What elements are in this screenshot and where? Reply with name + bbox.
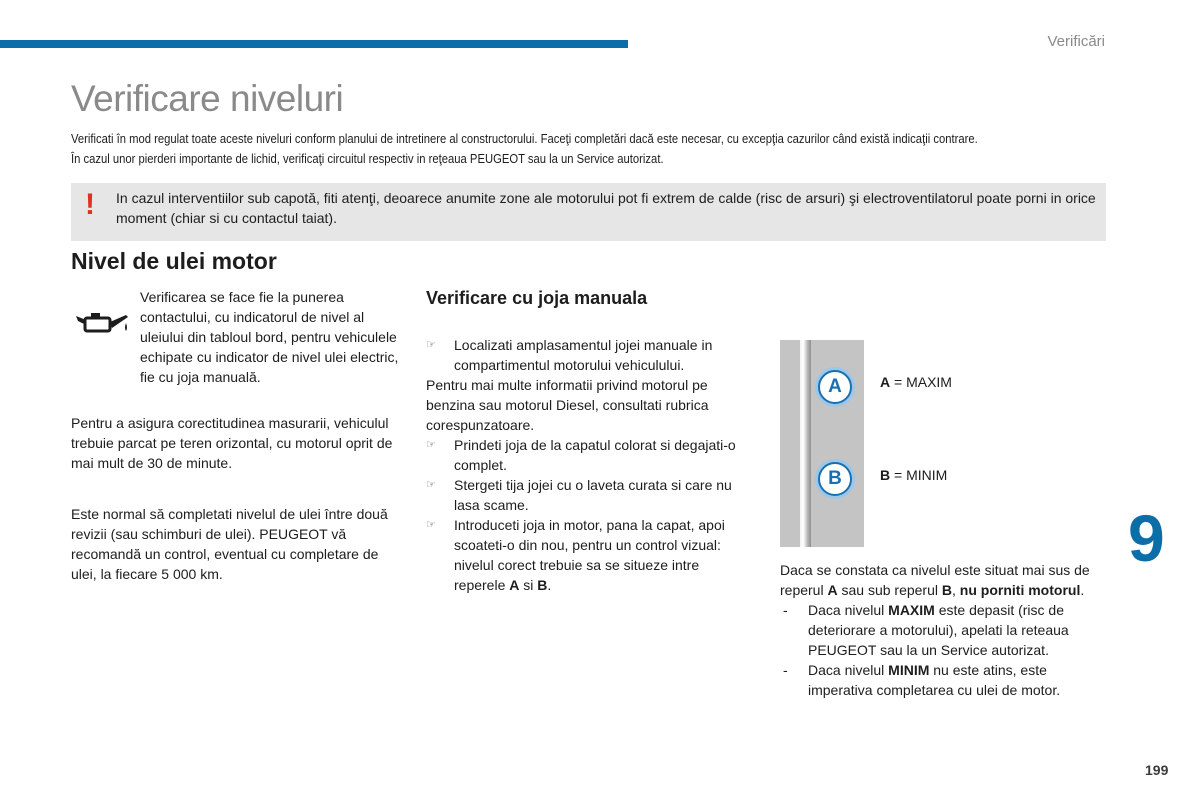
step-text-part: . [547,577,552,593]
mark-a-badge: A [818,370,852,404]
text-part: , [952,582,960,598]
dash-bullet: - [783,602,788,618]
step-text: Stergeti tija jojei cu o laveta curata si care nu lasa scame. [454,477,732,513]
manual-dipstick-steps [426,335,746,595]
oil-check-paragraph-3: Este normal să completati nivelul de ulei între două revizii (sau schimburi de ulei). PEUGEOT vă recomandă un control, eventual cu completare de ulei, la fiecare 5 000 km. [71,506,388,582]
mark-b-key: B [880,467,891,483]
mark-a-key: A [880,374,891,390]
list-item [426,515,746,595]
warning-exclamation-icon: ! [85,188,95,221]
chapter-number: 9 [1128,501,1165,575]
mark-b-ref: B [941,582,953,598]
intro-line-2: În cazul unor pierderi importante de lichid, verificaţi circuitul respectiv in reţeaua PEUGEOT sau la un Service autorizat. [71,152,664,166]
text-part: Daca nivelul [808,602,889,618]
mark-a-ref: A [827,582,838,598]
list-item [780,660,1110,700]
step-text: Localizati amplasamentul jojei manuale in compartimentul motorului vehiculului. [454,337,713,373]
pointing-hand-icon: ☞ [426,519,436,531]
text-part: nu este atins, este imperativa completarea cu ulei de motor. [808,662,1061,698]
level-guidance-paragraph [780,560,1110,600]
list-item [780,600,1110,660]
oil-level-heading: Nivel de ulei motor [71,248,277,274]
dash-item-text [808,662,1060,698]
pointing-hand-icon: ☞ [426,479,436,491]
list-item [426,435,746,475]
info-paragraph: Pentru mai multe informatii privind motorul pe benzina sau motorul Diesel, consultati rubrica corespunzatoare. [426,377,709,433]
text-part: sau sub reperul [837,582,942,598]
minim-text: MINIM [888,662,930,678]
page-title: Verificare niveluri [71,78,344,119]
text-part: . [1080,582,1085,598]
mark-a-value: = MAXIM [890,374,952,390]
warning-box [71,183,1106,241]
mark-b-badge: B [818,462,852,496]
step-text [454,517,725,593]
text-part: Daca se constata ca nivelul este situat mai sus de reperul [780,562,1090,598]
step-text-part: si [519,577,538,593]
dash-bullet: - [783,662,788,678]
mark-b-ref: B [537,577,548,593]
step-text-part: Introduceti joja in motor, pana la capat, apoi scoateti-o din nou, pentru un control vizual: nivelul corect trebuie sa se situeze intre reperele [454,517,725,593]
pointing-hand-icon: ☞ [426,439,436,451]
oil-check-intro: Verificarea se face fie la punerea contactului, cu indicatorul de nivel al uleiului din tabloul bord, pentru vehiculele echipate cu indicator de nivel ulei electric, fie cu joja manuală. [140,289,399,385]
text-part: este depasit (risc de deteriorare a motorului), apelati la reteaua PEUGEOT sau la un Service autorizat. [808,602,1069,658]
dipstick-rod [800,340,811,547]
mark-a-label [880,372,952,392]
step-text: Prindeti joja de la capatul colorat si degajati-o complet. [454,437,736,473]
do-not-start-engine-text: nu porniti motorul [959,582,1081,598]
warning-text: In cazul interventiilor sub capotă, fiti atenţi, deoarece anumite zone ale motorului pot fi extrem de calde (risc de arsuri) şi electroventilatorul poate porni in orice moment (chiar si cu contactul taiat). [116,190,1096,226]
page-number: 199 [1145,762,1169,778]
oil-check-paragraph-2: Pentru a asigura corectitudinea masurarii, vehiculul trebuie parcat pe teren orizontal, cu motorul oprit de mai mult de 30 de minute. [71,415,393,471]
pointing-hand-icon: ☞ [426,339,436,351]
maxim-text: MAXIM [888,602,935,618]
manual-dipstick-heading: Verificare cu joja manuala [426,288,648,308]
level-guidance [780,560,1110,700]
intro-text [71,129,1131,169]
dash-item-text [808,602,1069,658]
text-part: Daca nivelul [808,662,889,678]
mark-b-label [880,465,947,485]
dipstick-illustration [780,340,864,547]
mark-b-value: = MINIM [890,467,948,483]
section-header: Verificări [1047,33,1105,50]
list-item [426,335,746,375]
intro-line-1: Verificati în mod regulat toate aceste niveluri conform planului de intretinere al constructorului. Faceţi completări dacă este necesar, cu excepţia cazurilor când există indicaţii contrare. [71,132,978,146]
list-item [426,475,746,515]
oil-can-icon [74,306,130,336]
mark-a-ref: A [509,577,520,593]
header-accent-bar [0,40,628,48]
